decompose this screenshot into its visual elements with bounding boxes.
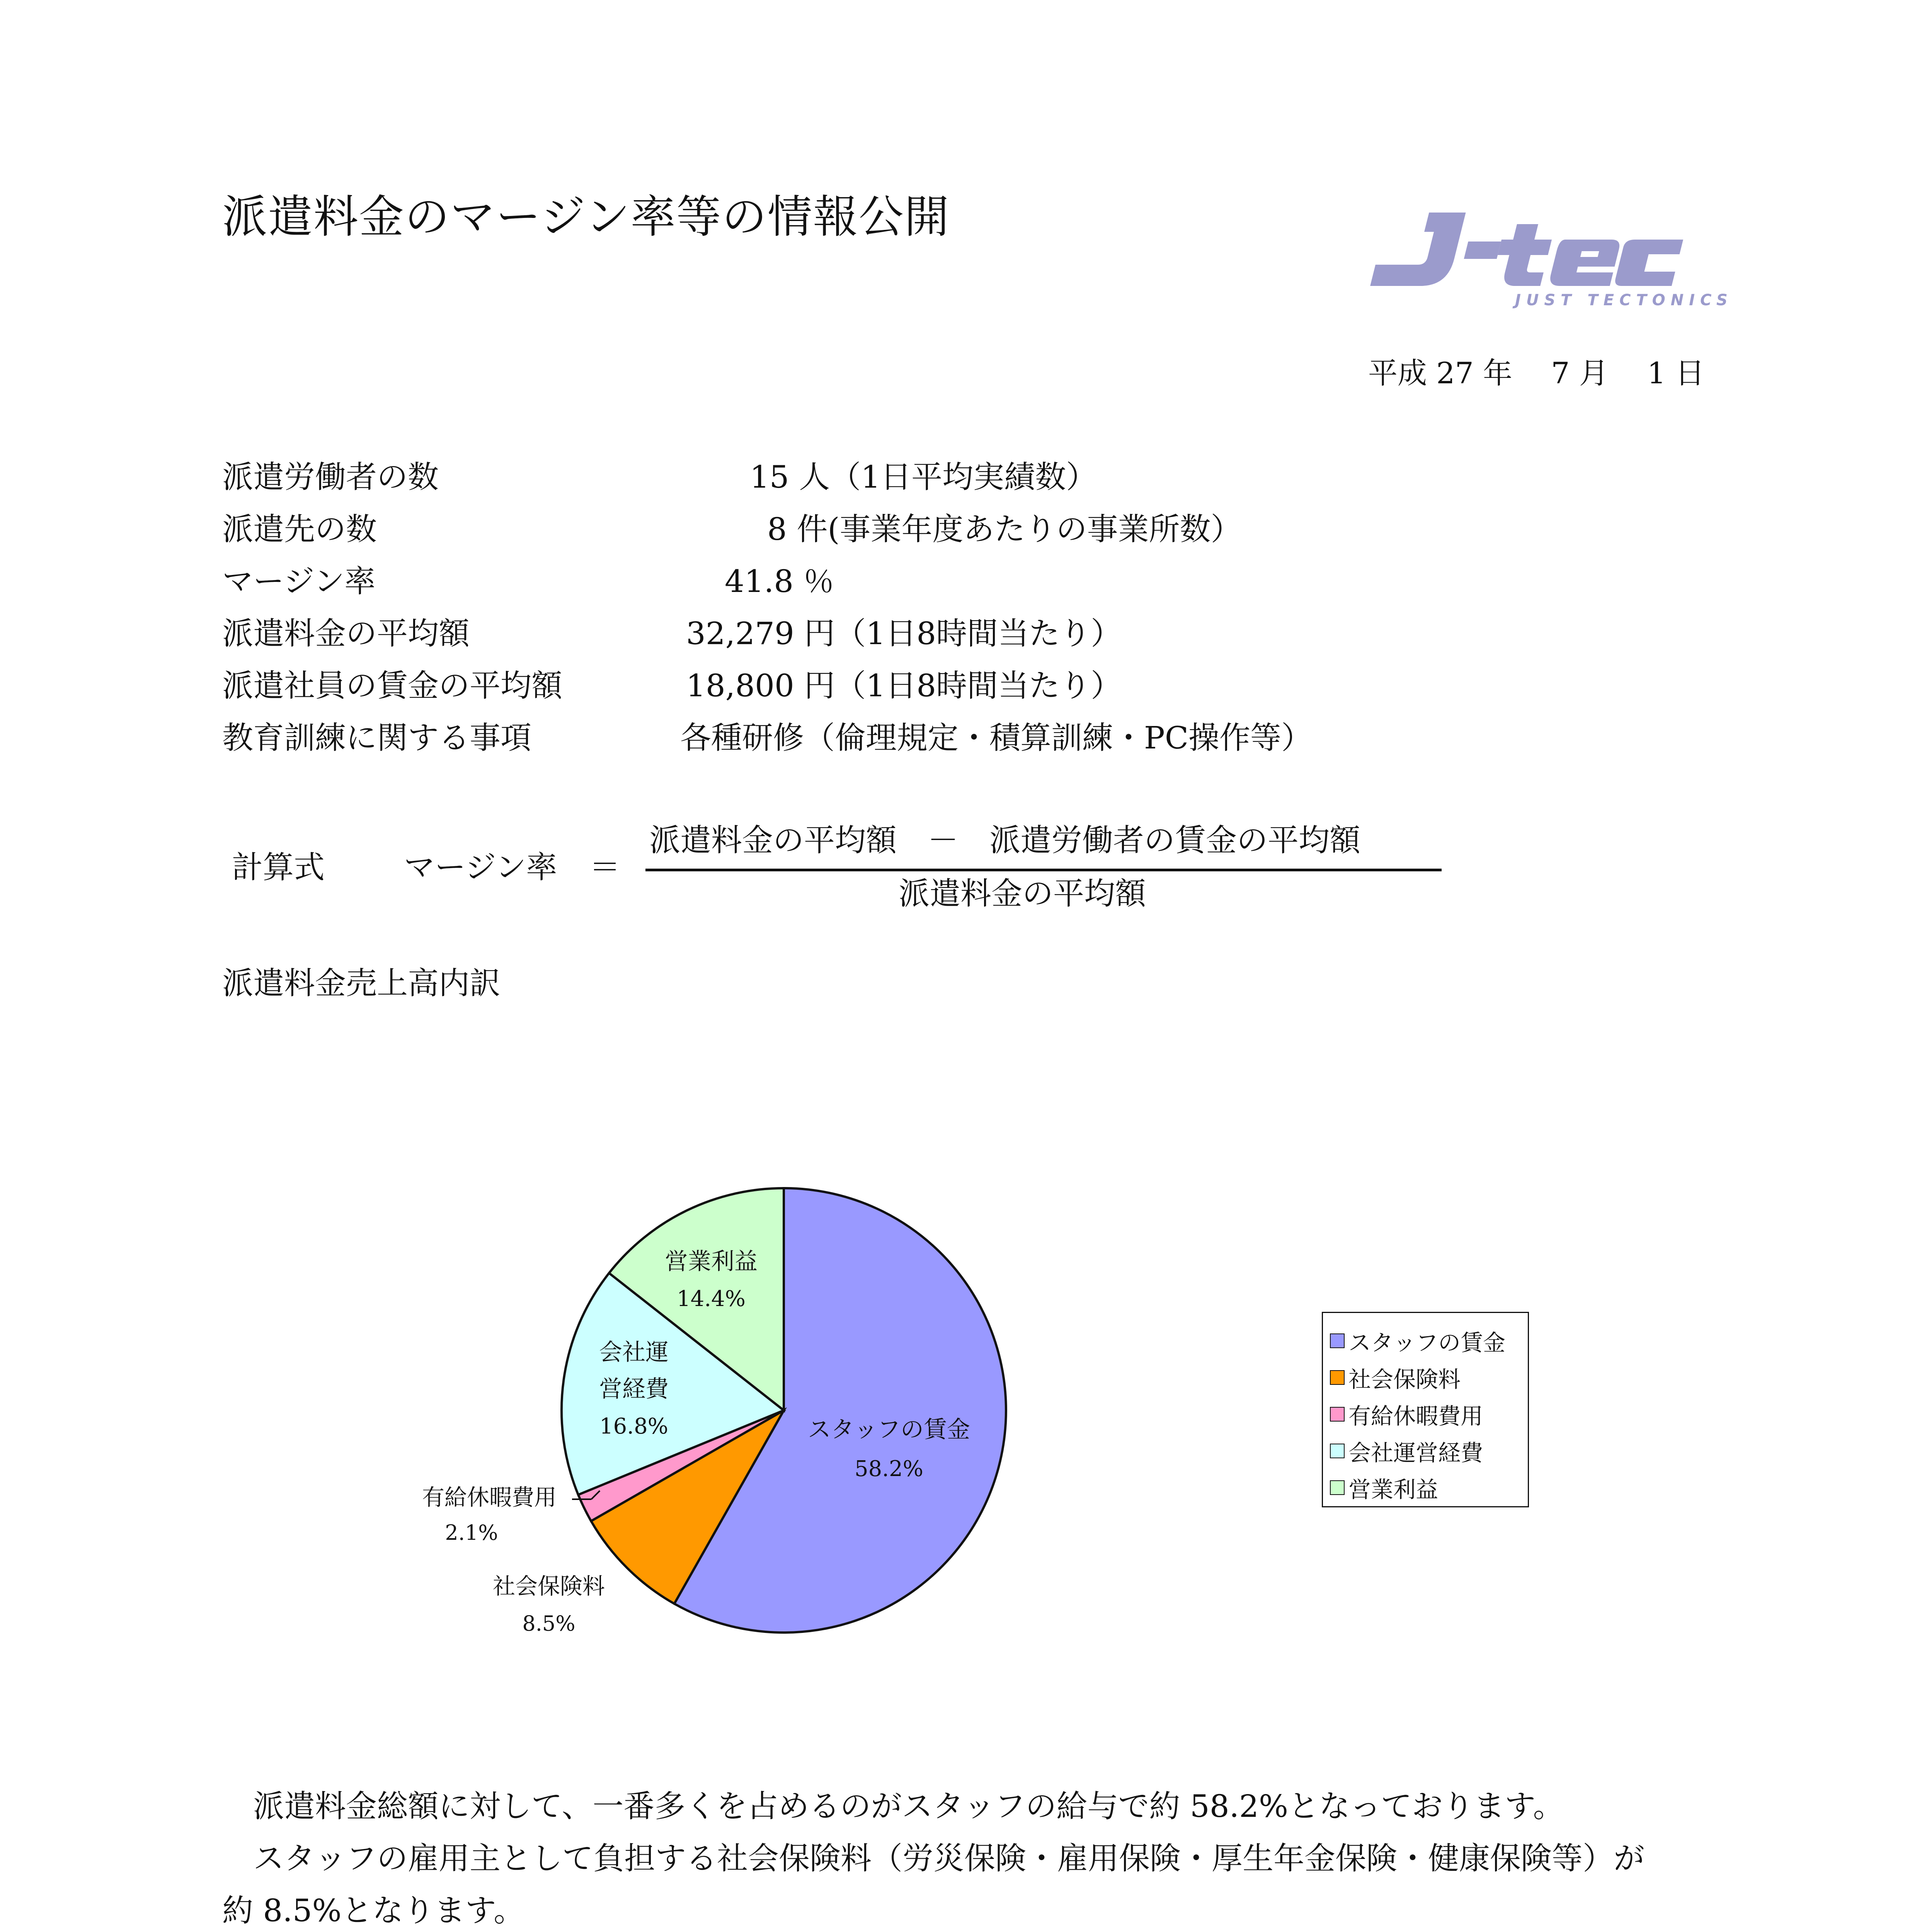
slice-label-staff-value: 58.2% [855, 1456, 923, 1481]
legend-swatch [1330, 1444, 1345, 1458]
svg-text:58.2% [855, 1456, 923, 1481]
slice-label-social-value: 8.5% [522, 1611, 575, 1636]
legend-label: 営業利益 [1348, 1476, 1439, 1503]
legend-label: スタッフの賃金 [1348, 1330, 1506, 1356]
formula-label: 計算式 [232, 849, 325, 885]
info-value: 15 人（1日平均実績数） [750, 459, 1097, 495]
legend-swatch [1330, 1370, 1345, 1385]
chart-legend [1322, 1312, 1529, 1507]
slice-label-staff-name: スタッフの賃金 [808, 1416, 970, 1443]
info-label: 派遣社員の賃金の平均額 [222, 668, 562, 704]
section-title: 派遣料金売上高内訳 [222, 965, 501, 1001]
slice-label-paid-value: 2.1% [445, 1520, 498, 1545]
svg-text:スタッフの賃金 [808, 1416, 970, 1443]
pie-slices [562, 1188, 1006, 1633]
svg-text:2.1% [445, 1520, 498, 1545]
info-value: 8 件(事業年度あたりの事業所数） [767, 511, 1242, 547]
slice-label-profit-value: 14.4% [677, 1286, 746, 1311]
slice-label-profit-name: 営業利益 [665, 1248, 758, 1275]
legend-swatch [1330, 1407, 1345, 1422]
document-date: 平成 27 年 7 月 1 日 [1368, 356, 1705, 390]
svg-text:有給休暇費用 [422, 1484, 557, 1510]
legend-label: 会社運営経費 [1348, 1440, 1483, 1466]
legend-item [1330, 1325, 1505, 1357]
legend-item [1330, 1435, 1483, 1467]
formula-equals: ＝ [589, 849, 620, 885]
slice-label-ops-line2: 営経費 [599, 1376, 669, 1403]
formula-denominator: 派遣料金の平均額 [899, 876, 1146, 912]
info-value: 18,800 円（1日8時間当たり） [686, 668, 1122, 704]
legend-swatch [1330, 1480, 1345, 1495]
info-value: 32,279 円（1日8時間当たり） [686, 616, 1122, 651]
info-label: マージン率 [222, 563, 376, 599]
slice-label-ops-line1: 会社運 [599, 1339, 669, 1366]
svg-text:社会保険料 [493, 1573, 605, 1599]
svg-text:会社運 [599, 1339, 669, 1366]
info-label: 派遣料金の平均額 [222, 616, 470, 651]
info-label: 教育訓練に関する事項 [222, 720, 531, 756]
info-label: 派遣労働者の数 [222, 459, 439, 495]
legend-label: 社会保険料 [1348, 1366, 1461, 1393]
logo-subtext: JUST TECTONICS [1515, 291, 1733, 309]
svg-text:営業利益 [665, 1248, 758, 1275]
formula-lhs: マージン率 [404, 849, 557, 885]
slice-label-paid-name: 有給休暇費用 [422, 1484, 557, 1510]
paragraph-line: スタッフの雇用主として負担する社会保険料（労災保険・雇用保険・厚生年金保険・健康保険等）が [222, 1840, 1645, 1876]
svg-text:8.5% [522, 1611, 575, 1636]
svg-text:営経費 [599, 1376, 669, 1403]
legend-item [1330, 1471, 1438, 1504]
slice-label-social-name: 社会保険料 [492, 1573, 605, 1599]
paragraph-line: 約 8.5%となります。 [222, 1893, 525, 1929]
page-title: 派遣料金のマージン率等の情報公開 [222, 191, 950, 243]
svg-text:16.8% [599, 1414, 668, 1439]
paragraph-line: 派遣料金総額に対して、一番多くを占めるのがスタッフの給与で約 58.2%となっております。 [222, 1788, 1564, 1824]
legend-swatch [1330, 1333, 1345, 1348]
info-value: 41.8 ％ [725, 563, 834, 599]
legend-label: 有給休暇費用 [1348, 1403, 1483, 1429]
info-label: 派遣先の数 [222, 511, 377, 547]
legend-item [1330, 1361, 1461, 1394]
legend-item [1330, 1398, 1483, 1430]
info-value: 各種研修（倫理規定・積算訓練・PC操作等） [680, 720, 1313, 756]
formula-numerator: 派遣料金の平均額 － 派遣労働者の賃金の平均額 [649, 822, 1360, 858]
svg-text:14.4% [677, 1286, 746, 1311]
slice-label-ops-value: 16.8% [599, 1414, 668, 1439]
